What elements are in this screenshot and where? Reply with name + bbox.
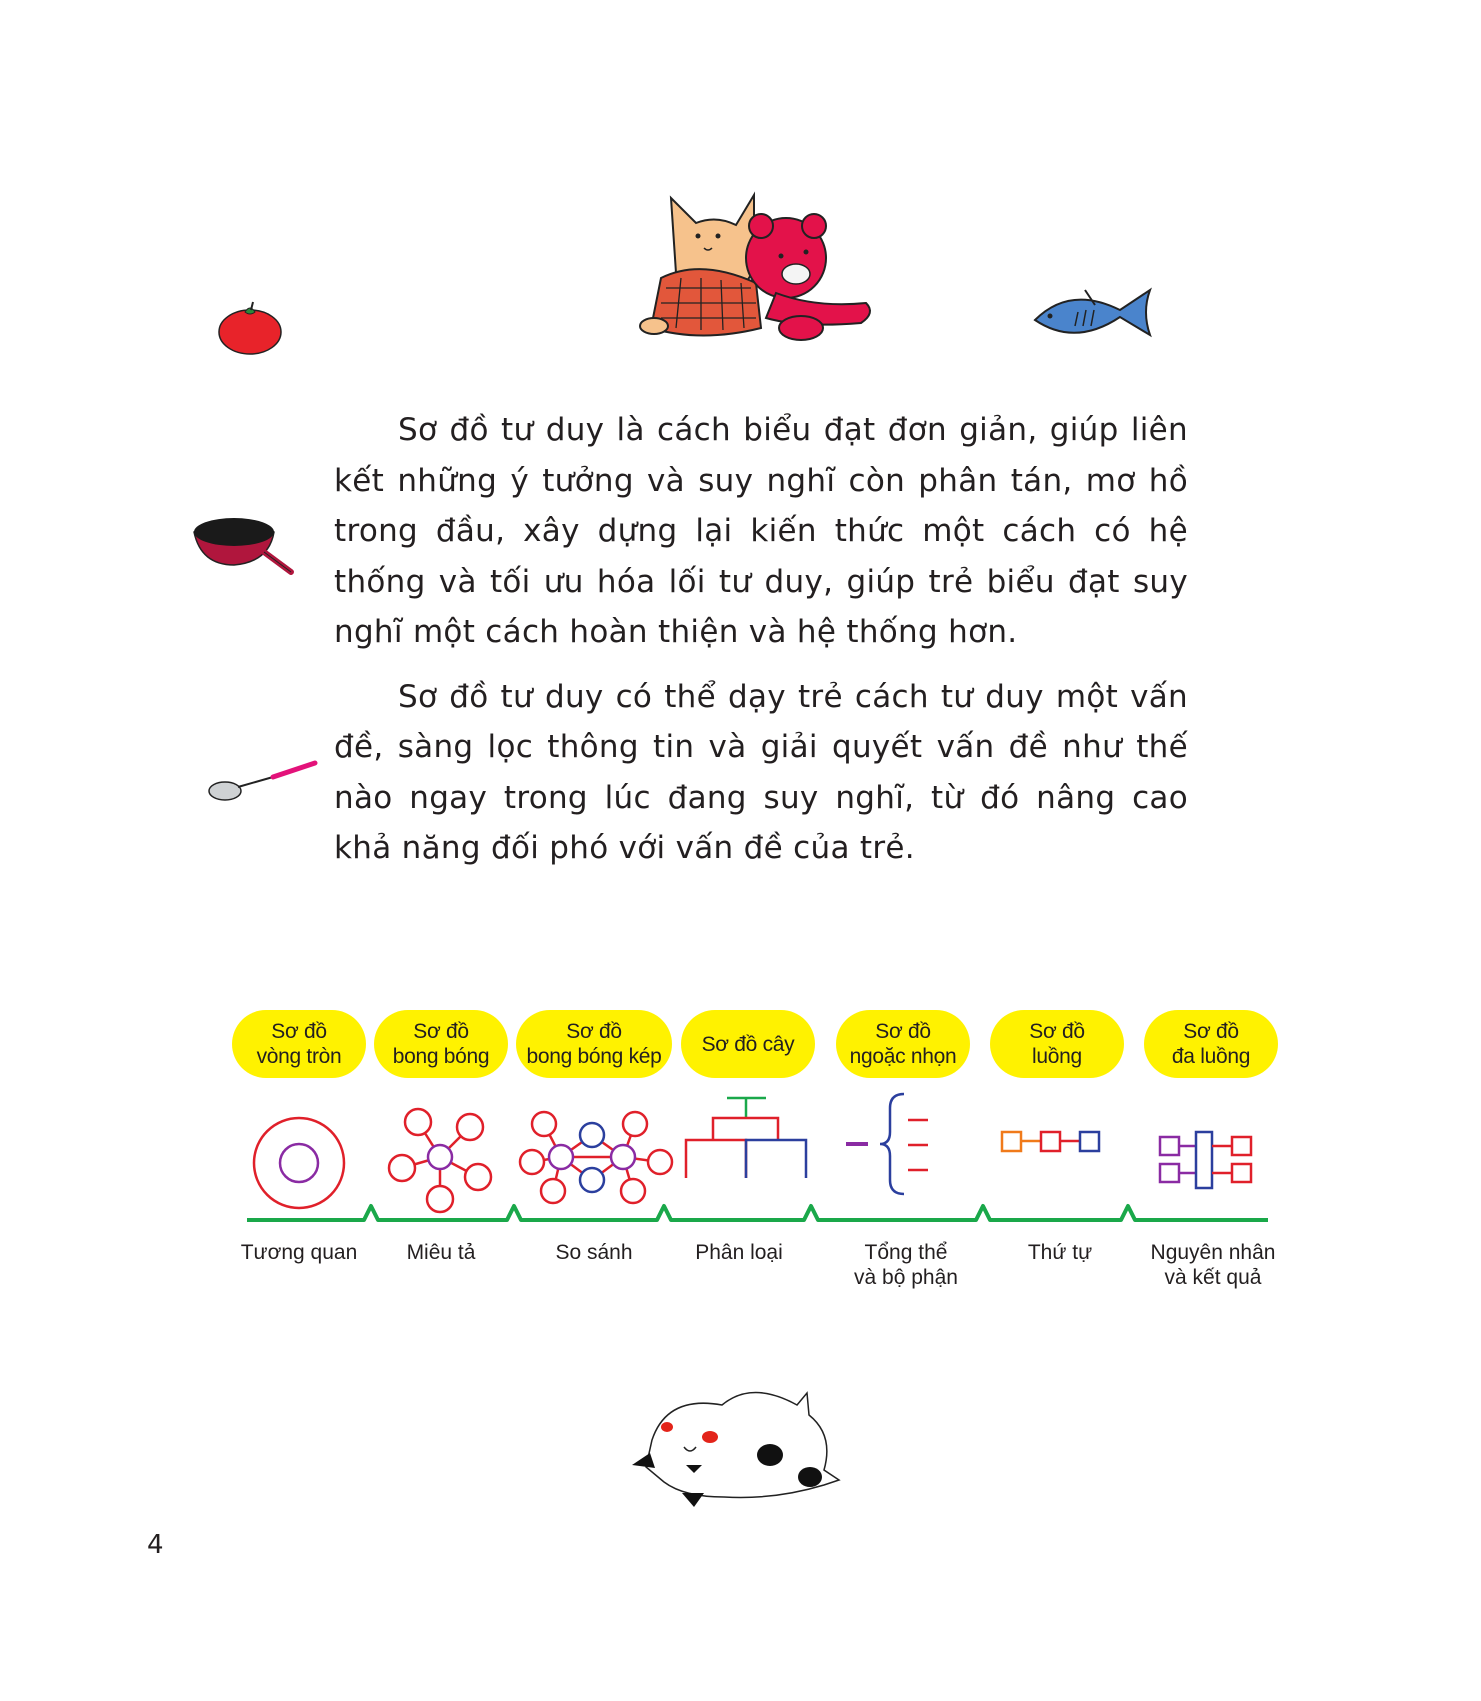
ladle-illustration [188,752,333,812]
paragraph-2: Sơ đồ tư duy có thể dạy trẻ cách tư duy một vấn đề, sàng lọc thông tin và giải quyết vấn đề như thế nào ngay trong lúc đang suy nghĩ, từ đó nâng cao khả năng đối phó với vấn đề của trẻ. [334,678,1188,866]
tomato-illustration [215,298,285,358]
multi-flow-map-icon [1160,1132,1251,1188]
frying-pan-illustration [190,512,300,592]
map-purpose-classification: Phân loại [695,1241,783,1264]
circle-map-icon [254,1118,344,1208]
map-type-label-double-bubble: Sơ đồ bong bóng kép [516,1010,672,1078]
map-type-label-flow: Sơ đồ luồng [990,1010,1124,1078]
map-purpose-comparison: So sánh [555,1241,633,1264]
flow-map-icon [1002,1132,1099,1151]
green-divider-line [247,1206,1268,1220]
cat-and-bear-illustration [636,178,876,353]
map-type-label-brace: Sơ đồ ngoặc nhọn [836,1010,970,1078]
double-bubble-map-icon [520,1112,672,1203]
map-type-label-tree: Sơ đồ cây [681,1010,815,1078]
map-purpose-whole-and-parts: Tổng thể và bộ phận [854,1241,958,1289]
bubble-map-icon [389,1109,491,1212]
map-type-label-bubble: Sơ đồ bong bóng [374,1010,508,1078]
paragraph-1: Sơ đồ tư duy là cách biểu đạt đơn giản, giúp liên kết những ý tưởng và suy nghĩ còn phân tán, mơ hồ trong đầu, xây dựng lại kiến thức một cách có hệ thống và tối ưu hóa lối tư duy, giúp trẻ biểu đạt suy nghĩ một cách hoàn thiện và hệ thống hơn. [334,412,1188,650]
tree-map-icon [686,1098,806,1178]
page-number: 4 [147,1530,164,1560]
sleeping-cat-illustration [622,1385,862,1510]
map-purpose-sequence: Thứ tự [1027,1241,1093,1264]
map-type-label-circle: Sơ đồ vòng tròn [232,1010,366,1078]
map-purpose-description: Miêu tả [406,1241,476,1264]
map-purpose-cause-and-effect: Nguyên nhân và kết quả [1150,1241,1276,1289]
brace-map-icon [846,1094,928,1194]
map-purpose-correlation: Tương quan [240,1241,358,1264]
blue-fish-illustration [1030,282,1155,352]
map-type-label-multi-flow: Sơ đồ đa luồng [1144,1010,1278,1078]
intro-text [334,405,1188,888]
